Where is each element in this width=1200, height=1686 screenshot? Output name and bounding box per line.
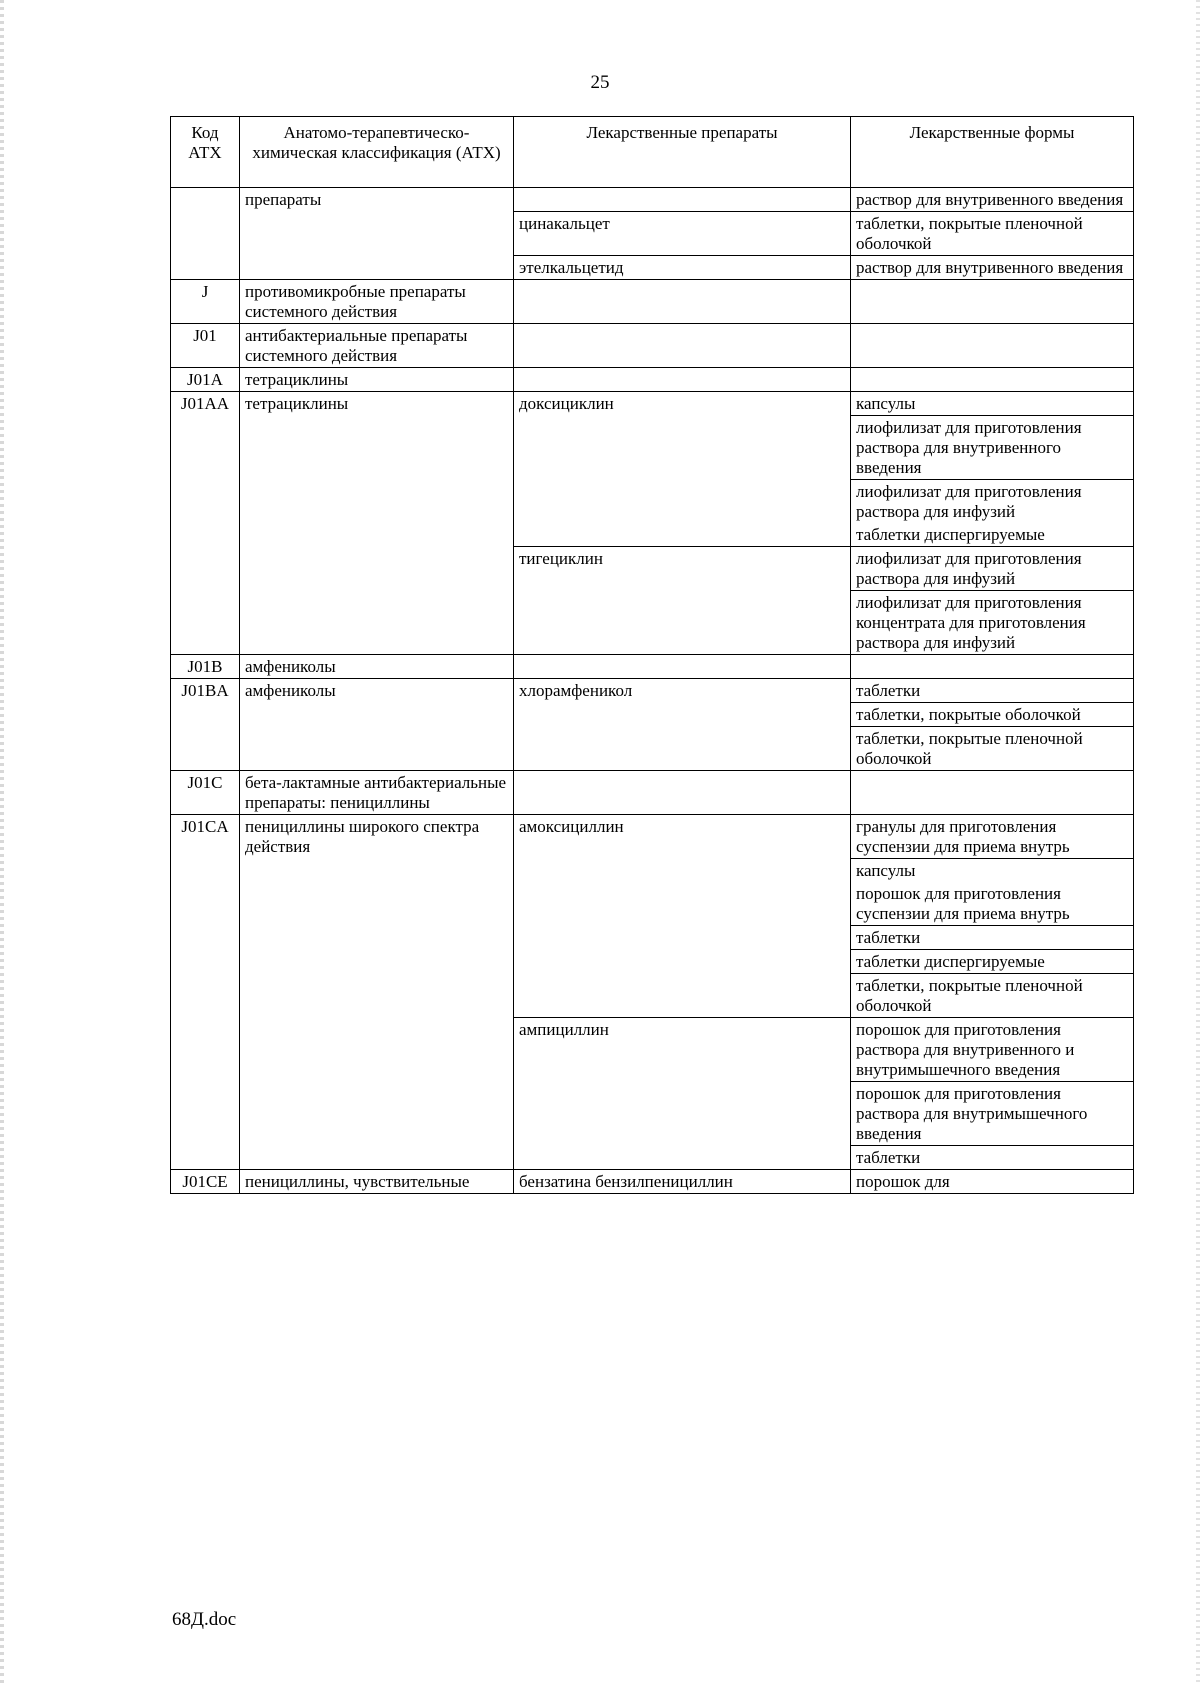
drug-name: бензатина бензилпенициллин bbox=[519, 1172, 733, 1191]
atx-code: J01C bbox=[187, 773, 223, 792]
dosage-form: лиофилизат для приготовления раствора для инфузий bbox=[856, 482, 1082, 521]
classification-cell bbox=[240, 392, 514, 655]
atx-code: J01B bbox=[187, 657, 223, 676]
classification-cell bbox=[240, 771, 514, 815]
scan-edge-left bbox=[0, 0, 4, 1686]
drug-name bbox=[514, 655, 850, 658]
drug-cell bbox=[514, 280, 851, 324]
header-forms: Лекарственные формы bbox=[851, 117, 1134, 188]
scan-edge-right bbox=[1196, 0, 1200, 1686]
table-row bbox=[171, 679, 1134, 771]
classification-text: пенициллины, чувствительные bbox=[245, 1172, 470, 1191]
code-cell bbox=[171, 655, 240, 679]
drug-cell bbox=[514, 188, 851, 212]
forms-cell bbox=[851, 324, 1134, 368]
dosage-form: таблетки диспергируемые bbox=[851, 950, 1133, 974]
classification-cell bbox=[240, 188, 514, 280]
forms-cell bbox=[851, 1170, 1134, 1194]
drug-cell bbox=[514, 324, 851, 368]
table-row bbox=[171, 815, 1134, 1018]
drug-cell bbox=[514, 1170, 851, 1194]
table-header-row bbox=[171, 117, 1134, 188]
header-classification: Анатомо-терапевтическо-химическая классификация (АТХ) bbox=[240, 117, 514, 188]
header-code: Код АТХ bbox=[171, 117, 240, 188]
code-cell bbox=[171, 280, 240, 324]
code-cell bbox=[171, 1170, 240, 1194]
forms-cell bbox=[851, 547, 1134, 655]
forms-cell bbox=[851, 655, 1134, 679]
atx-code: J01 bbox=[193, 326, 217, 345]
forms-cell bbox=[851, 679, 1134, 771]
atx-code: J01A bbox=[187, 370, 223, 389]
drug-name bbox=[514, 188, 850, 191]
code-cell bbox=[171, 324, 240, 368]
forms-cell bbox=[851, 392, 1134, 547]
header-drugs: Лекарственные препараты bbox=[514, 117, 851, 188]
code-cell bbox=[171, 815, 240, 1170]
dosage-form: таблетки, покрытые оболочкой bbox=[851, 703, 1133, 727]
dosage-form: лиофилизат для приготовления концентрата для приготовления раствора для инфузий bbox=[856, 593, 1086, 652]
code-cell bbox=[171, 392, 240, 655]
forms-cell bbox=[851, 280, 1134, 324]
atx-code: J01CE bbox=[182, 1172, 228, 1191]
dosage-form: раствор для внутривенного введения bbox=[856, 258, 1124, 277]
code-cell bbox=[171, 771, 240, 815]
dosage-form: порошок для приготовления суспензии для приема внутрь bbox=[851, 882, 1133, 926]
dosage-form: таблетки диспергируемые bbox=[856, 525, 1045, 544]
table-row bbox=[171, 324, 1134, 368]
dosage-form: лиофилизат для приготовления раствора для внутривенного введения bbox=[851, 416, 1133, 480]
dosage-form: гранулы для приготовления суспензии для приема внутрь bbox=[851, 815, 1133, 859]
classification-text: бета-лактамные антибактериальные препараты: пенициллины bbox=[245, 773, 507, 812]
page-number: 25 bbox=[590, 72, 610, 93]
drug-name: хлорамфеникол bbox=[519, 681, 633, 700]
drug-cell bbox=[514, 655, 851, 679]
dosage-form bbox=[851, 655, 1133, 658]
table-row bbox=[171, 392, 1134, 547]
classification-text: противомикробные препараты системного действия bbox=[245, 282, 466, 321]
drug-name: этелкальцетид bbox=[519, 258, 624, 277]
dosage-form: лиофилизат для приготовления раствора для инфузий bbox=[851, 547, 1133, 591]
drug-name bbox=[514, 324, 850, 327]
footer-filename: 68Д.doc bbox=[172, 1609, 237, 1630]
classification-text: пенициллины широкого спектра действия bbox=[245, 817, 480, 856]
classification-cell bbox=[240, 679, 514, 771]
classification-text: амфениколы bbox=[245, 681, 336, 700]
classification-cell bbox=[240, 655, 514, 679]
dosage-form: таблетки, покрытые пленочной оболочкой bbox=[856, 729, 1083, 768]
drug-name: ампициллин bbox=[519, 1020, 609, 1039]
drug-name: тигециклин bbox=[519, 549, 603, 568]
dosage-form bbox=[851, 771, 1133, 774]
code-cell bbox=[171, 188, 240, 280]
dosage-form: порошок для bbox=[856, 1172, 950, 1191]
forms-cell bbox=[851, 256, 1134, 280]
code-cell bbox=[171, 679, 240, 771]
classification-cell bbox=[240, 815, 514, 1170]
dosage-form: раствор для внутривенного введения bbox=[856, 190, 1124, 209]
table-row bbox=[171, 368, 1134, 392]
atx-code: J bbox=[201, 282, 209, 301]
drug-cell bbox=[514, 212, 851, 256]
dosage-form bbox=[851, 368, 1133, 371]
drug-cell bbox=[514, 771, 851, 815]
dosage-form: таблетки, покрытые пленочной оболочкой bbox=[856, 214, 1083, 253]
forms-cell bbox=[851, 368, 1134, 392]
table-row bbox=[171, 1170, 1134, 1194]
atx-code: J01AA bbox=[180, 394, 230, 413]
drug-cell bbox=[514, 1018, 851, 1170]
dosage-form bbox=[851, 324, 1133, 327]
classification-cell bbox=[240, 280, 514, 324]
dosage-form: таблетки, покрытые пленочной оболочкой bbox=[856, 976, 1083, 1015]
classification-cell bbox=[240, 324, 514, 368]
code-cell bbox=[171, 368, 240, 392]
table-row bbox=[171, 188, 1134, 212]
dosage-form: таблетки bbox=[851, 926, 1133, 950]
dosage-form: капсулы bbox=[856, 861, 916, 880]
drug-name bbox=[514, 280, 850, 283]
classification-cell bbox=[240, 1170, 514, 1194]
drug-cell bbox=[514, 679, 851, 771]
forms-cell bbox=[851, 771, 1134, 815]
drug-name: амоксициллин bbox=[519, 817, 624, 836]
classification-text: амфениколы bbox=[245, 657, 336, 676]
table-row bbox=[171, 771, 1134, 815]
dosage-form: капсулы bbox=[851, 392, 1133, 416]
classification-text: препараты bbox=[245, 190, 322, 209]
dosage-form bbox=[851, 280, 1133, 283]
dosage-form: таблетки bbox=[856, 1148, 921, 1167]
drug-cell bbox=[514, 547, 851, 655]
table-row bbox=[171, 280, 1134, 324]
drug-cell bbox=[514, 815, 851, 1018]
drug-cell bbox=[514, 256, 851, 280]
drug-name bbox=[514, 368, 850, 371]
dosage-form: таблетки bbox=[851, 679, 1133, 703]
drug-name bbox=[514, 771, 850, 774]
classification-text: антибактериальные препараты системного действия bbox=[245, 326, 468, 365]
forms-cell bbox=[851, 1018, 1134, 1170]
atx-code: J01BA bbox=[181, 681, 229, 700]
atx-code: J01CA bbox=[181, 817, 229, 836]
forms-cell bbox=[851, 815, 1134, 1018]
classification-cell bbox=[240, 368, 514, 392]
forms-cell bbox=[851, 188, 1134, 212]
classification-text: тетрациклины bbox=[245, 394, 349, 413]
drug-name: доксициклин bbox=[519, 394, 614, 413]
dosage-form: порошок для приготовления раствора для внутримышечного введения bbox=[851, 1082, 1133, 1146]
table-row bbox=[171, 655, 1134, 679]
drug-cell bbox=[514, 368, 851, 392]
drug-name: цинакальцет bbox=[519, 214, 610, 233]
drug-cell bbox=[514, 392, 851, 547]
atx-table bbox=[170, 116, 1134, 1194]
forms-cell bbox=[851, 212, 1134, 256]
dosage-form: порошок для приготовления раствора для внутривенного и внутримышечного введения bbox=[851, 1018, 1133, 1082]
classification-text: тетрациклины bbox=[245, 370, 349, 389]
